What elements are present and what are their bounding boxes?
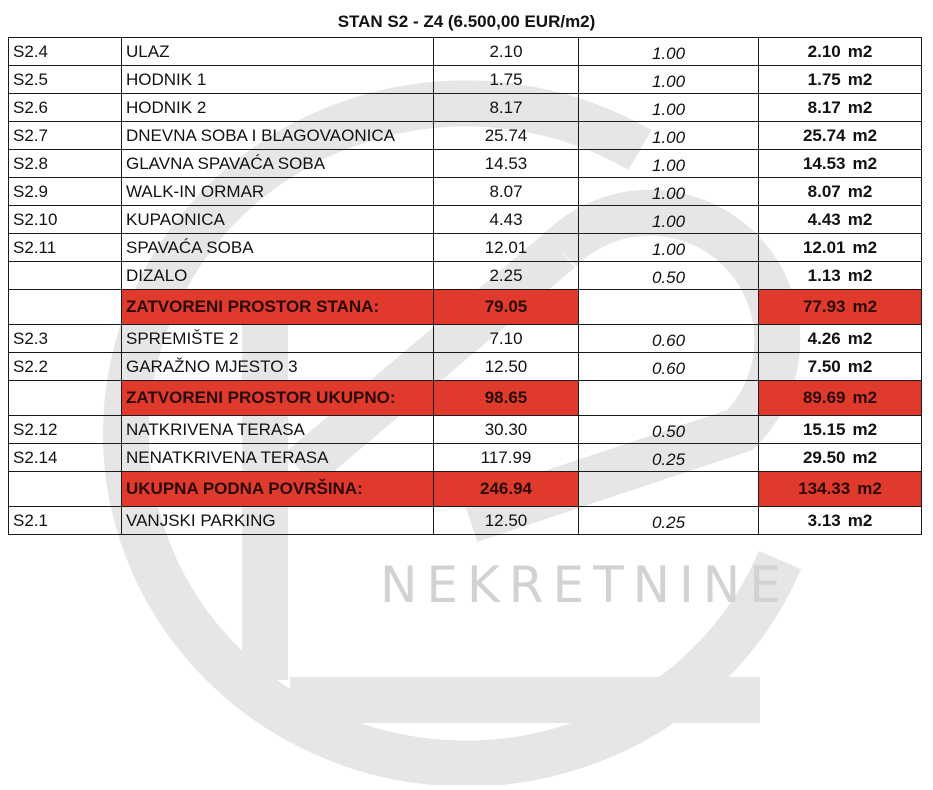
- area-table: [8, 37, 922, 535]
- coefficient-cell: 0.25: [579, 507, 759, 535]
- net-area-cell: 8.17 m2: [759, 94, 922, 122]
- net-area-cell: 12.01 m2: [759, 234, 922, 262]
- net-area-cell: 15.15 m2: [759, 416, 922, 444]
- coefficient-cell: [579, 290, 759, 325]
- coefficient-cell: 0.60: [579, 353, 759, 381]
- table-row: [9, 66, 922, 94]
- coefficient-cell: 1.00: [579, 150, 759, 178]
- coefficient-cell: 1.00: [579, 178, 759, 206]
- room-name-cell: GARAŽNO MJESTO 3: [122, 353, 434, 381]
- gross-area-cell: 8.17: [434, 94, 579, 122]
- net-area-cell: 7.50 m2: [759, 353, 922, 381]
- room-name-cell: ZATVORENI PROSTOR STANA:: [122, 290, 434, 325]
- room-code-cell: S2.8: [9, 150, 122, 178]
- room-name-cell: VANJSKI PARKING: [122, 507, 434, 535]
- room-name-cell: KUPAONICA: [122, 206, 434, 234]
- gross-area-cell: 7.10: [434, 325, 579, 353]
- room-code-cell: S2.3: [9, 325, 122, 353]
- gross-area-cell: 1.75: [434, 66, 579, 94]
- room-code-cell: S2.5: [9, 66, 122, 94]
- gross-area-cell: 117.99: [434, 444, 579, 472]
- room-code-cell: S2.6: [9, 94, 122, 122]
- room-name-cell: UKUPNA PODNA POVRŠINA:: [122, 472, 434, 507]
- table-row: [9, 206, 922, 234]
- room-name-cell: SPAVAĆA SOBA: [122, 234, 434, 262]
- room-name-cell: NATKRIVENA TERASA: [122, 416, 434, 444]
- coefficient-cell: 1.00: [579, 234, 759, 262]
- net-area-cell: 14.53 m2: [759, 150, 922, 178]
- table-row: [9, 353, 922, 381]
- summary-row: [9, 290, 922, 325]
- gross-area-cell: 98.65: [434, 381, 579, 416]
- summary-row: [9, 381, 922, 416]
- table-row: [9, 178, 922, 206]
- net-area-cell: 3.13 m2: [759, 507, 922, 535]
- coefficient-cell: 0.50: [579, 416, 759, 444]
- gross-area-cell: 14.53: [434, 150, 579, 178]
- table-row: [9, 325, 922, 353]
- gross-area-cell: 2.10: [434, 38, 579, 66]
- room-name-cell: HODNIK 1: [122, 66, 434, 94]
- net-area-cell: 1.75 m2: [759, 66, 922, 94]
- watermark-text: NEKRETNINE: [380, 556, 790, 614]
- coefficient-cell: 1.00: [579, 94, 759, 122]
- gross-area-cell: 246.94: [434, 472, 579, 507]
- net-area-cell: 25.74 m2: [759, 122, 922, 150]
- area-table-body: [9, 38, 922, 535]
- room-code-cell: S2.2: [9, 353, 122, 381]
- page-title: STAN S2 - Z4 (6.500,00 EUR/m2): [337, 12, 596, 31]
- table-row: [9, 94, 922, 122]
- room-name-cell: ZATVORENI PROSTOR UKUPNO:: [122, 381, 434, 416]
- room-name-cell: GLAVNA SPAVAĆA SOBA: [122, 150, 434, 178]
- coefficient-cell: [579, 381, 759, 416]
- table-row: [9, 234, 922, 262]
- net-area-cell: 1.13 m2: [759, 262, 922, 290]
- net-area-cell: 134.33 m2: [759, 472, 922, 507]
- gross-area-cell: 12.01: [434, 234, 579, 262]
- coefficient-cell: 1.00: [579, 38, 759, 66]
- net-area-cell: 89.69 m2: [759, 381, 922, 416]
- room-name-cell: DIZALO: [122, 262, 434, 290]
- gross-area-cell: 79.05: [434, 290, 579, 325]
- room-code-cell: S2.10: [9, 206, 122, 234]
- room-code-cell: S2.12: [9, 416, 122, 444]
- room-code-cell: [9, 262, 122, 290]
- room-code-cell: S2.9: [9, 178, 122, 206]
- coefficient-cell: 1.00: [579, 206, 759, 234]
- room-name-cell: ULAZ: [122, 38, 434, 66]
- coefficient-cell: 1.00: [579, 122, 759, 150]
- coefficient-cell: 0.25: [579, 444, 759, 472]
- table-row: [9, 444, 922, 472]
- gross-area-cell: 12.50: [434, 507, 579, 535]
- net-area-cell: 4.43 m2: [759, 206, 922, 234]
- room-name-cell: NENATKRIVENA TERASA: [122, 444, 434, 472]
- net-area-cell: 2.10 m2: [759, 38, 922, 66]
- room-name-cell: WALK-IN ORMAR: [122, 178, 434, 206]
- room-code-cell: [9, 290, 122, 325]
- room-code-cell: S2.11: [9, 234, 122, 262]
- table-row: [9, 122, 922, 150]
- gross-area-cell: 2.25: [434, 262, 579, 290]
- room-code-cell: S2.1: [9, 507, 122, 535]
- room-code-cell: S2.7: [9, 122, 122, 150]
- net-area-cell: 77.93 m2: [759, 290, 922, 325]
- table-row: [9, 150, 922, 178]
- gross-area-cell: 12.50: [434, 353, 579, 381]
- gross-area-cell: 4.43: [434, 206, 579, 234]
- summary-row: [9, 472, 922, 507]
- coefficient-cell: 1.00: [579, 66, 759, 94]
- table-row: [9, 262, 922, 290]
- room-code-cell: [9, 381, 122, 416]
- room-code-cell: [9, 472, 122, 507]
- coefficient-cell: [579, 472, 759, 507]
- room-name-cell: DNEVNA SOBA I BLAGOVAONICA: [122, 122, 434, 150]
- net-area-cell: 8.07 m2: [759, 178, 922, 206]
- net-area-cell: 29.50 m2: [759, 444, 922, 472]
- gross-area-cell: 30.30: [434, 416, 579, 444]
- gross-area-cell: 8.07: [434, 178, 579, 206]
- table-row: [9, 507, 922, 535]
- room-code-cell: S2.14: [9, 444, 122, 472]
- coefficient-cell: 0.50: [579, 262, 759, 290]
- net-area-cell: 4.26 m2: [759, 325, 922, 353]
- room-code-cell: S2.4: [9, 38, 122, 66]
- gross-area-cell: 25.74: [434, 122, 579, 150]
- room-name-cell: SPREMIŠTE 2: [122, 325, 434, 353]
- table-row: [9, 38, 922, 66]
- room-name-cell: HODNIK 2: [122, 94, 434, 122]
- table-row: [9, 416, 922, 444]
- coefficient-cell: 0.60: [579, 325, 759, 353]
